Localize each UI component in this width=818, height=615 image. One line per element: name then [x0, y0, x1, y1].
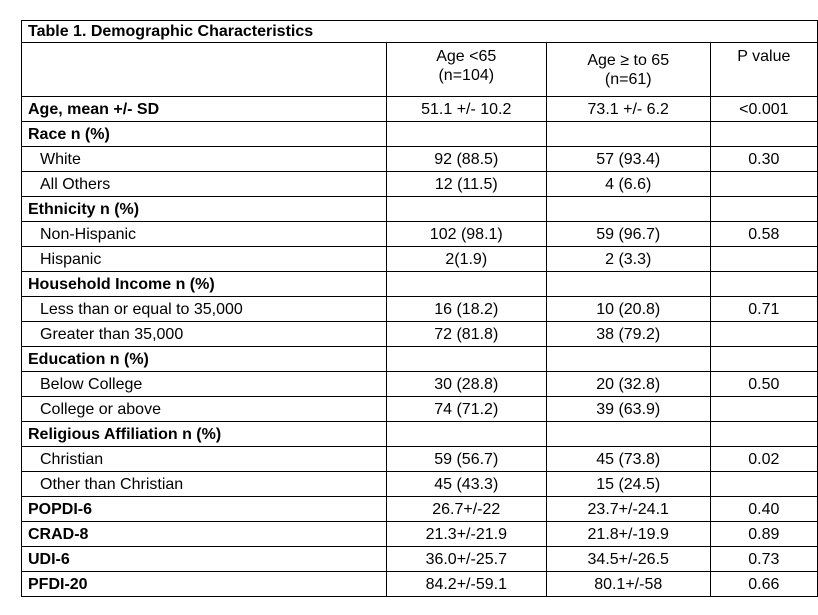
p-value: [710, 172, 817, 197]
table-row: [22, 347, 818, 372]
value-age-65-plus: 21.8+/-19.9: [546, 522, 710, 547]
value-age-under-65: 59 (56.7): [386, 447, 546, 472]
value-age-65-plus: [546, 272, 710, 297]
p-value: 0.50: [710, 372, 817, 397]
header-age-65-plus: [546, 43, 710, 97]
row-label: Less than or equal to 35,000: [22, 297, 387, 322]
value-age-under-65: 84.2+/-59.1: [386, 572, 546, 597]
value-age-under-65: 21.3+/-21.9: [386, 522, 546, 547]
row-label: Ethnicity n (%): [22, 197, 387, 222]
value-age-65-plus: 38 (79.2): [546, 322, 710, 347]
table-row: [22, 322, 818, 347]
p-value: 0.30: [710, 147, 817, 172]
value-age-under-65: 72 (81.8): [386, 322, 546, 347]
p-value: 0.71: [710, 297, 817, 322]
table-row: [22, 197, 818, 222]
row-label: Religious Affiliation n (%): [22, 422, 387, 447]
value-age-under-65: [386, 122, 546, 147]
header-age-under-65: [386, 43, 546, 97]
p-value: 0.89: [710, 522, 817, 547]
table-row: [22, 522, 818, 547]
table-row: [22, 147, 818, 172]
p-value: [710, 472, 817, 497]
table-row: [22, 297, 818, 322]
value-age-under-65: 92 (88.5): [386, 147, 546, 172]
header-p-value: P value: [710, 43, 817, 97]
table-row: [22, 97, 818, 122]
p-value: [710, 397, 817, 422]
value-age-65-plus: [546, 422, 710, 447]
p-value: [710, 247, 817, 272]
p-value: [710, 122, 817, 147]
row-label: PFDI-20: [22, 572, 387, 597]
p-value: 0.66: [710, 572, 817, 597]
row-label: POPDI-6: [22, 497, 387, 522]
value-age-65-plus: 59 (96.7): [546, 222, 710, 247]
value-age-65-plus: 23.7+/-24.1: [546, 497, 710, 522]
value-age-65-plus: 10 (20.8): [546, 297, 710, 322]
table-row: [22, 447, 818, 472]
value-age-65-plus: 57 (93.4): [546, 147, 710, 172]
value-age-65-plus: 45 (73.8): [546, 447, 710, 472]
value-age-65-plus: 34.5+/-26.5: [546, 547, 710, 572]
value-age-under-65: 30 (28.8): [386, 372, 546, 397]
p-value: [710, 322, 817, 347]
value-age-under-65: 26.7+/-22: [386, 497, 546, 522]
header-age-65-plus-label: Age ≥ to 65: [587, 52, 670, 69]
table-title: Table 1. Demographic Characteristics: [22, 21, 818, 43]
table-row: [22, 572, 818, 597]
value-age-65-plus: 73.1 +/- 6.2: [546, 97, 710, 122]
row-label: Hispanic: [22, 247, 387, 272]
table-body: [22, 21, 818, 597]
row-label: UDI-6: [22, 547, 387, 572]
p-value: [710, 422, 817, 447]
table-row: [22, 122, 818, 147]
row-label: Age, mean +/- SD: [22, 97, 387, 122]
value-age-65-plus: [546, 122, 710, 147]
row-label: Other than Christian: [22, 472, 387, 497]
value-age-65-plus: 39 (63.9): [546, 397, 710, 422]
row-label: Household Income n (%): [22, 272, 387, 297]
title-row: [22, 21, 818, 43]
p-value: 0.02: [710, 447, 817, 472]
value-age-65-plus: 15 (24.5): [546, 472, 710, 497]
table-row: [22, 547, 818, 572]
table-row: [22, 222, 818, 247]
header-blank: [22, 43, 387, 97]
row-label: Race n (%): [22, 122, 387, 147]
header-age-under-65-n: (n=104): [438, 67, 495, 84]
row-label: Non-Hispanic: [22, 222, 387, 247]
value-age-65-plus: [546, 347, 710, 372]
value-age-under-65: 45 (43.3): [386, 472, 546, 497]
table-row: [22, 372, 818, 397]
value-age-65-plus: 2 (3.3): [546, 247, 710, 272]
row-label: All Others: [22, 172, 387, 197]
p-value: 0.58: [710, 222, 817, 247]
p-value: 0.40: [710, 497, 817, 522]
value-age-under-65: 36.0+/-25.7: [386, 547, 546, 572]
table-row: [22, 397, 818, 422]
value-age-65-plus: 80.1+/-58: [546, 572, 710, 597]
value-age-under-65: 12 (11.5): [386, 172, 546, 197]
table-row: [22, 172, 818, 197]
table-row: [22, 272, 818, 297]
table-row: [22, 422, 818, 447]
demographics-table: [21, 20, 818, 597]
value-age-under-65: 102 (98.1): [386, 222, 546, 247]
p-value: [710, 272, 817, 297]
row-label: CRAD-8: [22, 522, 387, 547]
value-age-under-65: 74 (71.2): [386, 397, 546, 422]
header-row: [22, 43, 818, 97]
value-age-under-65: 2(1.9): [386, 247, 546, 272]
header-age-under-65-label: Age <65: [436, 48, 497, 65]
row-label: College or above: [22, 397, 387, 422]
header-age-65-plus-n: (n=61): [604, 71, 652, 88]
row-label: White: [22, 147, 387, 172]
row-label: Education n (%): [22, 347, 387, 372]
value-age-under-65: [386, 197, 546, 222]
row-label: Christian: [22, 447, 387, 472]
value-age-under-65: [386, 422, 546, 447]
table-row: [22, 497, 818, 522]
row-label: Below College: [22, 372, 387, 397]
value-age-under-65: [386, 347, 546, 372]
value-age-65-plus: 4 (6.6): [546, 172, 710, 197]
p-value: <0.001: [710, 97, 817, 122]
value-age-under-65: 16 (18.2): [386, 297, 546, 322]
p-value: [710, 347, 817, 372]
value-age-under-65: [386, 272, 546, 297]
value-age-65-plus: 20 (32.8): [546, 372, 710, 397]
row-label: Greater than 35,000: [22, 322, 387, 347]
table-row: [22, 247, 818, 272]
value-age-65-plus: [546, 197, 710, 222]
table-row: [22, 472, 818, 497]
p-value: [710, 197, 817, 222]
p-value: 0.73: [710, 547, 817, 572]
value-age-under-65: 51.1 +/- 10.2: [386, 97, 546, 122]
